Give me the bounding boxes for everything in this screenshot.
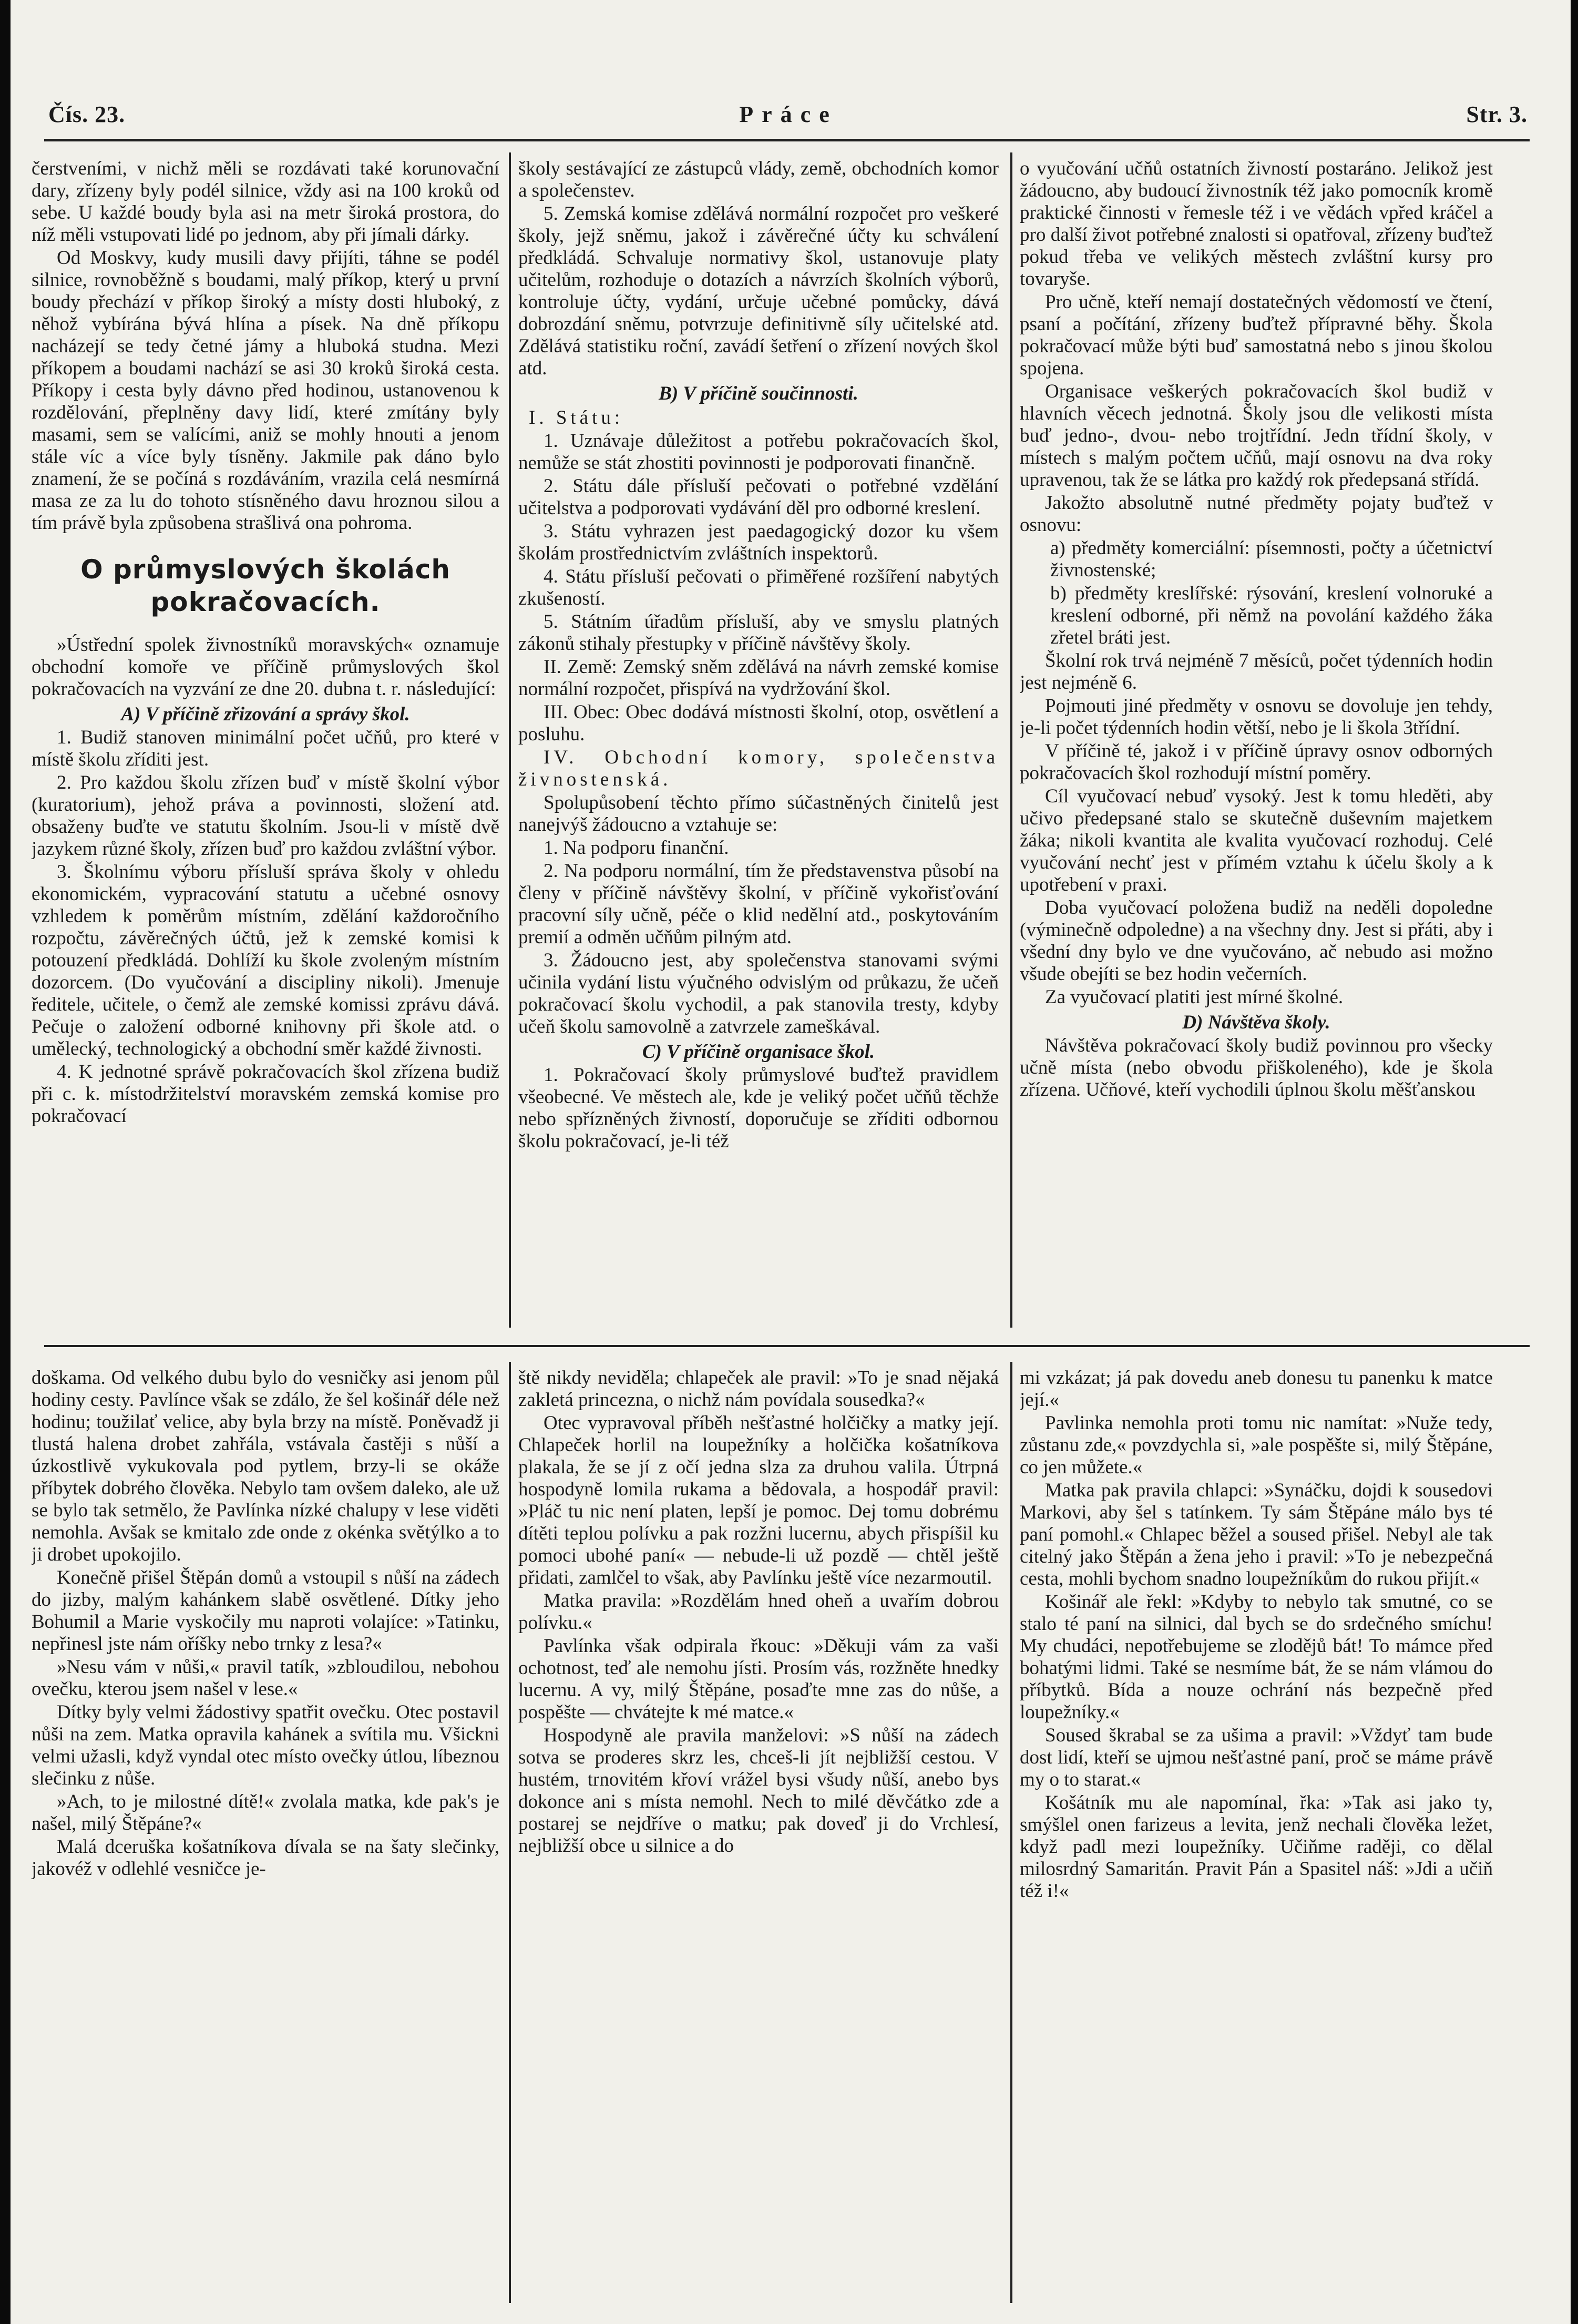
list-item: 3. Školnímu výboru přísluší správa školy v ohledu ekonomickém, vypracování statutu a učebné osnovy vzhledem k poměrům místním, zdělání každoročního rozpočtu, závěrečných účtů, jež k zemské komisi k potouzení předkládá. Dohlíží ku škole zvoleným místním dozorcem. (Do vyučování a discipliny nikoli). Jmenuje ředitele, učitele, o čemž ale zemské komissi zprávu dává. Pečuje o založení odborné knihovny při škole atd. o umělecký, technologický a obchodní směr každé živnosti. bbox=[32, 861, 499, 1059]
paragraph: Malá dceruška košatníkova dívala se na šaty slečinky, jakovéž v odlehlé vesničce je- bbox=[32, 1836, 499, 1880]
scan-edge-left bbox=[0, 0, 11, 2324]
paragraph: Jakožto absolutně nutné předměty pojaty buďtež v osnovu: bbox=[1020, 492, 1493, 536]
column-divider bbox=[1010, 152, 1012, 1328]
paragraph: II. Země: Zemský sněm zdělává na návrh zemské komise normální rozpočet, přispívá na vydržování škol. bbox=[518, 656, 999, 700]
paragraph: mi vzkázat; já pak dovedu aneb donesu tu panenku k matce její.« bbox=[1020, 1367, 1493, 1411]
paragraph: »Ústřední spolek živnostníků moravských« oznamuje obchodní komoře ve příčině průmyslových škol pokračovacích na vyzvání ze dne 20. dubna t. r. následující: bbox=[32, 634, 499, 700]
article-column-3 bbox=[1020, 158, 1493, 1341]
paragraph: Matka pravila: »Rozdělám hned oheň a uvařím dobrou polívku.« bbox=[518, 1590, 999, 1634]
paragraph: Spolupůsobení těchto přímo súčastněných činitelů jest nanejvýš žádoucno a vztahuje se: bbox=[518, 792, 999, 835]
paragraph: Soused škrabal se za ušima a pravil: »Vždyť tam bude dost lidí, kteří se ujmou nešťastné paní, proč se máme právě my o to starat.« bbox=[1020, 1725, 1493, 1790]
paragraph: Hospodyně ale pravila manželovi: »S nůší na zádech sotva se proderes skrz les, chceš-li jít nejbližší cestou. V hustém, trnovitém křoví vrážel bysi všudy nůší, anebo bys dokonce ani s místa nemohl. Nech to milé děvčátko zde a postarej se nejdříve o matku; pak doveď ji do Vrchlesí, nejbližší obce u silnice a do bbox=[518, 1725, 999, 1857]
subheading-c: C) V příčině organisace škol. bbox=[642, 1041, 875, 1063]
list-item: 3. Státu vyhrazen jest paedagogický dozor ku všem školám prostřednictvím zvláštních inspektorů. bbox=[518, 521, 999, 564]
list-item: 1. Pokračovací školy průmyslové buďtež pravidlem všeobecné. Ve městech ale, kde je veliký počet učňů těchže nebo spřízněných živností, doporučuje se zříditi odbornou školu pokračovací, je-li též bbox=[518, 1064, 999, 1152]
column-divider bbox=[1010, 1362, 1012, 2303]
paragraph: Pavlinka nemohla proti tomu nic namítat: »Nuže tedy, zůstanu zde,« povzdychla si, »ale pospěšte si, milý Štěpáne, co jen můžete.« bbox=[1020, 1412, 1493, 1478]
paragraph: Pojmouti jiné předměty v osnovu se dovoluje jen tehdy, je-li počet týdenních hodin větší, nebo je li škola 3třídní. bbox=[1020, 695, 1493, 739]
paragraph: Konečně přišel Štěpán domů a vstoupil s nůší na zádech do jizby, malým kahánkem slabě osvětlené. Dítky jeho Bohumil a Marie vyskočily mu naproti volajíce: »Tatinku, nepřinesl jste nám oříšky nebo trnky z lesa?« bbox=[32, 1567, 499, 1655]
paragraph: IV. Obchodní komory, společenstva živnostenská. bbox=[518, 747, 999, 790]
paragraph: »Ach, to je milostné dítě!« zvolala matka, kde pak's je našel, milý Štěpáne?« bbox=[32, 1791, 499, 1834]
paragraph: Návštěva pokračovací školy budiž povinnou pro všecky učně místa (nebo obvodu přiškoleného), kde je škola zřízena. Učňové, kteří vychodili úplnou školu měšťanskou bbox=[1020, 1035, 1493, 1100]
list-item: 2. Pro každou školu zřízen buď v místě školní výbor (kuratorium), jehož práva a povinnosti, složení atd. obsaženy buďte ve statutu školním. Jsou-li v místě dvě jazykem různé školy, zřízen buď pro každou zvláštní výbor. bbox=[32, 772, 499, 860]
list-item: a) předměty komerciální: písemnosti, počty a účetnictví živnostenské; bbox=[1050, 537, 1493, 581]
list-item: 5. Státním úřadům přísluší, aby ve smyslu platných zákonů stihaly přestupky v příčině návštěvy školy. bbox=[518, 611, 999, 655]
section-divider-rule bbox=[44, 1345, 1530, 1347]
list-item: 4. K jednotné správě pokračovacích škol zřízena budiž při c. k. místodržitelství moravském zemská komise pro pokračovací bbox=[32, 1061, 499, 1127]
paragraph: školy sestávající ze zástupců vlády, země, obchodních komor a společenstev. bbox=[518, 158, 999, 201]
story-column-2 bbox=[518, 1367, 999, 2308]
subheading-b: B) V příčině součinnosti. bbox=[659, 383, 858, 404]
article-column-1 bbox=[32, 158, 499, 1341]
paragraph: ště nikdy neviděla; chlapeček ale pravil: »To je snad nějaká zakletá princezna, o nichž nám povídala sousedka?« bbox=[518, 1367, 999, 1411]
paragraph: Otec vypravoval příběh nešťastné holčičky a matky její. Chlapeček horlil na loupežníky a holčička košatníkova plakala, že se jí z očí jedna slza za druhou valila. Útrpná hospodyně lomila rukama a bědovala, a hospodář pravil: »Pláč tu nic není platen, lepší je pomoc. Dej tomu dobrému dítěti teplou polívku a pak rozžni lucernu, abych přispíšil ku pomoci ubohé paní« — nebude-li už pozdě — chtěl ještě přidati, zamlčel to však, aby Pavlínku ještě více nezarmoutil. bbox=[518, 1412, 999, 1588]
column-divider bbox=[509, 152, 511, 1328]
paragraph: Doba vyučovací položena budiž na neděli dopoledne (výminečně odpoledne) a na všechny dny. Jest si přáti, aby i všední dny bylo ve dne vyučováno, ač nebudo asi možno všude obejíti se bez hodin večerních. bbox=[1020, 897, 1493, 985]
paragraph: »Nesu vám v nůši,« pravil tatík, »zbloudilou, nebohou ovečku, kterou jsem našel v lese.« bbox=[32, 1656, 499, 1700]
scan-edge-right bbox=[1571, 0, 1578, 2324]
list-item: 1. Budiž stanoven minimální počet učňů, pro které v místě školu zříditi jest. bbox=[32, 727, 499, 770]
header-rule bbox=[44, 139, 1530, 141]
list-item: 4. Státu přísluší pečovati o přiměřené rozšíření nabytých zkušeností. bbox=[518, 566, 999, 609]
paragraph: o vyučování učňů ostatních živností postaráno. Jelikož jest žádoucno, aby budoucí živnostník též jako pomocník kromě praktické činnosti v řemesle též i ve vědách vpřed kráčel a pro další život potřebné znalosti si opatřoval, zřízeny buďtež pokud třeba ve velikých městech zvláštní kursy pro tovaryše. bbox=[1020, 158, 1493, 290]
paragraph: Školní rok trvá nejméně 7 měsíců, počet týdenních hodin jest nejméně 6. bbox=[1020, 650, 1493, 694]
section-label-state: I. Státu: bbox=[529, 407, 624, 429]
list-item: 2. Státu dále přísluší pečovati o potřebné vzdělání učitelstva a podporovati vydávání děl pro odborné kreslení. bbox=[518, 475, 999, 519]
paragraph: Pro učně, kteří nemají dostatečných vědomostí ve čtení, psaní a počítání, zřízeny buďtež přípravné běhy. Škola pokračovací může býti buď samostatná nebo s jinou školou spojena. bbox=[1020, 291, 1493, 379]
paragraph: Cíl vyučovací nebuď vysoký. Jest k tomu hleděti, aby učivo předepsané stalo se skutečně duševním majetkem žáka; nikoli kvantita ale kvalita vyučovací rozhoduj. Celé vyučování nechť jest v přímém vztahu k účelu školy a k upotřebení v praxi. bbox=[1020, 786, 1493, 895]
paragraph: Košinář ale řekl: »Kdyby to nebylo tak smutné, co se stalo té paní na silnici, dal bych se do srdečného smíchu! My chudáci, nepotřebujeme se zlodějů bát! To mámce před bohatými lidmi. Také se nesmíme bát, že se nám vlámou do příbytků. Bída a nouze ochrání nás bezpečně před loupežníky.« bbox=[1020, 1591, 1493, 1723]
article-column-2 bbox=[518, 158, 999, 1341]
list-item: b) předměty kreslířské: rýsování, kreslení volnoruké a kreslení odborné, při němž na povolání každého žáka zřetel bráti jest. bbox=[1050, 583, 1493, 648]
column-divider bbox=[509, 1362, 511, 2303]
paragraph: III. Obec: Obec dodává místnosti školní, otop, osvětlení a posluhu. bbox=[518, 701, 999, 745]
paragraph: čerstveními, v nichž měli se rozdávati také korunovační dary, zřízeny byly podél silnice, vždy asi na 100 kroků od sebe. U každé boudy byla asi na metr široká prostora, do níž měli vstupovati lidé po jednom, aby při jímali dárky. bbox=[32, 158, 499, 246]
paragraph: doškama. Od velkého dubu bylo do vesničky asi jenom půl hodiny cesty. Pavlínce však se zdálo, že šel košinář déle než hodinu; toužilať velice, aby byla brzy na místě. Poněvadž ji tlustá halena drobet zahřála, vstávala častěji s nůší a úzkostlivě vykukovala pod pytlem, brzy-li se okáže příbytek dobrého člověka. Nebylo tam ovšem daleko, ale už se bylo tak setmělo, že Pavlínka nízké chalupy v lese viděti nemohla. Avšak se kmitalo zde onde z okénka světýlko a to ji drobet upokojilo. bbox=[32, 1367, 499, 1565]
list-item: 3. Žádoucno jest, aby společenstva stanovami svými učinila vydání listu výučného odvislým od průkazu, že učeň pokračovací školu vychodil, a pak stanovila tresty, kdyby učeň školu samovolně a zatvrzele zameškával. bbox=[518, 950, 999, 1037]
subheading-a: A) V příčině zřizování a správy škol. bbox=[121, 704, 410, 725]
issue-number: Čís. 23. bbox=[48, 101, 126, 127]
paragraph: Dítky byly velmi žádostivy spatřit ovečku. Otec postavil nůši na zem. Matka opravila kahánek a svítila mu. Všickni velmi užasli, když vyndal otec místo ovečky útlou, líbeznou slečinku z nůše. bbox=[32, 1701, 499, 1789]
paragraph: V příčině té, jakož i v příčině úpravy osnov odborných pokračovacích škol rozhodují místní poměry. bbox=[1020, 740, 1493, 784]
story-column-1 bbox=[32, 1367, 499, 2308]
story-column-3 bbox=[1020, 1367, 1493, 2308]
newspaper-title: Práce bbox=[739, 101, 838, 127]
paragraph: Organisace veškerých pokračovacích škol budiž v hlavních věcech jednotná. Školy jsou dle velikosti místa buď jedno-, dvou- nebo trojtřídní. Jedn třídní školy, v místech s malým počtem učňů, mají osnovu na dva roky upravenou, tak že se látka pro každý rok předepsaná střídá. bbox=[1020, 381, 1493, 491]
paragraph: Pavlínka však odpirala řkouc: »Děkuji vám za vaši ochotnost, teď ale nemohu jísti. Prosím vás, rozžněte hnedky lucernu. A vy, milý Štěpáne, posaďte mne zas do nůše, a pospěšte — chvátejte k mé matce.« bbox=[518, 1635, 999, 1723]
section-heading: O průmyslových školách pokračovacích. bbox=[80, 554, 450, 617]
subheading-d: D) Návštěva školy. bbox=[1182, 1012, 1330, 1033]
paragraph: Za vyučovací platiti jest mírné školné. bbox=[1045, 986, 1344, 1008]
page-number: Str. 3. bbox=[1466, 101, 1528, 127]
list-item: 2. Na podporu normální, tím že představenstva působí na členy v příčině návštěvy školní, v příčině vykořisťování pracovní síly učně, péče o klid nedělní atd., poskytováním premií a odměn učňům pilným atd. bbox=[518, 860, 999, 948]
list-item: 1. Na podporu finanční. bbox=[544, 837, 729, 859]
list-item: 5. Zemská komise zdělává normální rozpočet pro veškeré školy, jejž sněmu, jakož i závěrečné účty ku schválení předkládá. Schvaluje normativy škol, ustanovuje platy učitelům, rozhoduje o dotazích a návrzích školních výborů, kontroluje účty, vydání, určuje učebné pomůcky, dává dobrozdání sněmu, potvrzuje definitivně síly učitelské atd. Zdělává statistiku roční, zavádí šetření o zřízení nových škol atd. bbox=[518, 203, 999, 379]
list-item: 1. Uznávaje důležitost a potřebu pokračovacích škol, nemůže se stát zhostiti povinnosti je podporovati finančně. bbox=[518, 430, 999, 474]
paragraph: Košátník mu ale napomínal, řka: »Tak asi jako ty, smýšlel onen farizeus a levita, jenž nechali člověka ležet, když padl mezi loupežníky. Učiňme raději, co dělal milosrdný Samaritán. Pravit Pán a Spasitel náš: »Jdi a učiň též i!« bbox=[1020, 1792, 1493, 1902]
paragraph: Od Moskvy, kudy musili davy přijíti, táhne se podél silnice, rovnoběžně s boudami, malý příkop, který u první boudy přechází v příkop široký a místy dosti hluboký, z něhož vybírána bývá hlína a písek. Na dně příkopu nacházejí se tedy četné jámy a hluboká studna. Mezi příkopem a boudami nachází se asi 30 kroků široká cesta. Příkopy i cesta byly dávno před hodinou, ustanovenou k rozdělování, přeplněny davy lidí, které zmítány byly masami, sem se valícími, aniž se mohly hnouti a jenom stále víc a více byly tísněny. Jakmile pak dáno bylo znamení, že se počíná s rozdáváním, vrazila celá nesmírná masa ze za lu do tohoto stísněného davu hroznou silou a tím právě byla způsobena strašlivá ona pohroma. bbox=[32, 247, 499, 534]
paragraph: Matka pak pravila chlapci: »Synáčku, dojdi k sousedovi Markovi, aby šel s tatínkem. Ty sám Štěpáne málo bys té paní pomohl.« Chlapec běžel a soused přišel. Nebyl ale tak citelný jako Štěpán a žena jeho i pravil: »To je nebezpečná cesta, mohli bychom snadno loupežníkům do rukou přijít.« bbox=[1020, 1480, 1493, 1589]
